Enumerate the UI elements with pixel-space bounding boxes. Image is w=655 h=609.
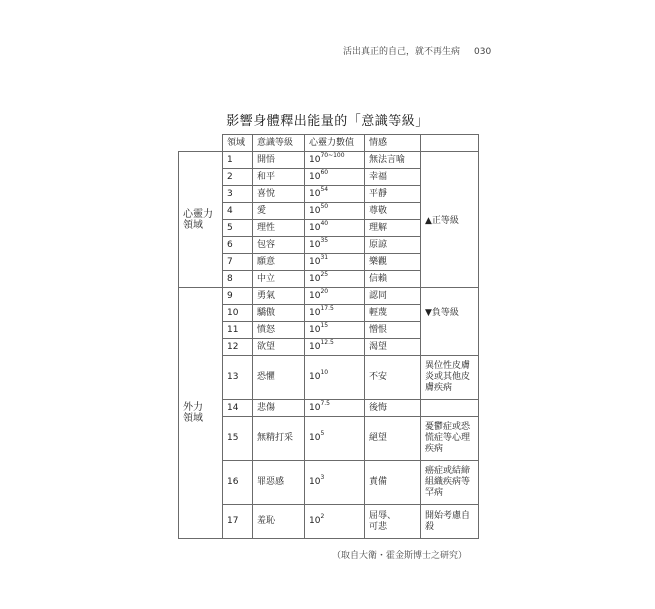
emotion: 樂觀 <box>365 254 421 271</box>
power-value <box>305 356 365 400</box>
power-base: 10 <box>309 372 321 382</box>
table-title: 影響身體釋出能量的「意識等級」 <box>226 114 429 129</box>
level-name: 羞恥 <box>253 505 305 539</box>
level-name: 和平 <box>253 169 305 186</box>
level-name: 中立 <box>253 271 305 288</box>
page-number: 030 <box>474 47 492 57</box>
disease-note: 異位性皮膚炎或其他皮膚疾病 <box>421 356 479 400</box>
power-value <box>305 254 365 271</box>
level-number: 2 <box>223 169 253 186</box>
power-base: 10 <box>309 188 321 199</box>
blank-corner <box>179 135 223 152</box>
emotion: 無法言喻 <box>365 152 421 169</box>
level-name: 憤怒 <box>253 322 305 339</box>
consciousness-levels-table <box>178 134 479 539</box>
power-value <box>305 505 365 539</box>
col-header-emotion: 情感 <box>365 135 421 152</box>
level-number: 17 <box>223 505 253 539</box>
power-base: 10 <box>309 433 321 443</box>
table-row <box>179 417 479 461</box>
disease-note-empty <box>421 400 479 417</box>
power-value <box>305 203 365 220</box>
power-exponent: 60 <box>320 168 329 176</box>
power-value <box>305 186 365 203</box>
level-number: 9 <box>223 288 253 305</box>
emotion: 幸福 <box>365 169 421 186</box>
power-value <box>305 237 365 254</box>
power-value <box>305 288 365 305</box>
emotion: 信賴 <box>365 271 421 288</box>
power-exponent: 15 <box>320 321 329 329</box>
emotion: 原諒 <box>365 237 421 254</box>
emotion: 渴望 <box>365 339 421 356</box>
negative-level-note: ▼負等級 <box>421 288 479 356</box>
level-name: 恐懼 <box>253 356 305 400</box>
power-base: 10 <box>309 516 321 526</box>
power-value <box>305 220 365 237</box>
domain-cell-spirit: 心靈力 領域 <box>179 152 223 288</box>
table-row <box>179 461 479 505</box>
col-header-level: 意識等級 <box>253 135 305 152</box>
level-number: 5 <box>223 220 253 237</box>
col-header-domain: 領域 <box>223 135 253 152</box>
level-name: 願意 <box>253 254 305 271</box>
level-number: 3 <box>223 186 253 203</box>
table-row <box>179 400 479 417</box>
table-row <box>179 152 479 169</box>
level-name: 欲望 <box>253 339 305 356</box>
power-base: 10 <box>309 239 321 250</box>
level-number: 16 <box>223 461 253 505</box>
source-note: （取自大衛・霍金斯博士之研究） <box>332 551 468 561</box>
emotion: 責備 <box>365 461 421 505</box>
level-number: 14 <box>223 400 253 417</box>
level-number: 1 <box>223 152 253 169</box>
level-number: 13 <box>223 356 253 400</box>
power-base: 10 <box>309 256 321 267</box>
emotion: 不安 <box>365 356 421 400</box>
power-exponent: 35 <box>320 236 329 244</box>
level-name: 勇氣 <box>253 288 305 305</box>
level-number: 10 <box>223 305 253 322</box>
running-header <box>343 44 492 57</box>
power-exponent: 10 <box>320 369 329 376</box>
power-value <box>305 322 365 339</box>
power-base: 10 <box>309 154 321 165</box>
level-name: 罪惡感 <box>253 461 305 505</box>
running-title: 活出真正的自己，就不再生病 <box>343 47 461 57</box>
power-exponent: 20 <box>320 287 329 295</box>
emotion: 輕蔑 <box>365 305 421 322</box>
disease-note: 憂鬱症或恐慌症等心理疾病 <box>421 417 479 461</box>
power-value <box>305 271 365 288</box>
col-header-value: 心靈力數值 <box>305 135 365 152</box>
power-exponent: 54 <box>320 185 329 193</box>
header-row <box>179 135 479 152</box>
power-base: 10 <box>309 171 321 182</box>
level-name: 愛 <box>253 203 305 220</box>
power-exponent: 12.5 <box>320 338 334 346</box>
power-exponent: 50 <box>320 202 329 210</box>
emotion: 認同 <box>365 288 421 305</box>
power-value <box>305 152 365 169</box>
power-exponent: 40 <box>320 219 329 227</box>
power-exponent: 5 <box>320 430 325 437</box>
level-name: 喜悅 <box>253 186 305 203</box>
power-exponent: 7.5 <box>320 399 330 407</box>
power-base: 10 <box>309 290 321 301</box>
power-base: 10 <box>309 402 321 413</box>
col-header-note <box>421 135 479 152</box>
emotion: 理解 <box>365 220 421 237</box>
power-value <box>305 339 365 356</box>
level-name: 悲傷 <box>253 400 305 417</box>
disease-note: 開始考慮自殺 <box>421 505 479 539</box>
power-base: 10 <box>309 477 321 487</box>
emotion: 屈辱、 可悲 <box>365 505 421 539</box>
power-base: 10 <box>309 205 321 216</box>
power-base: 10 <box>309 341 321 352</box>
positive-level-note: ▲正等級 <box>421 152 479 288</box>
emotion: 平靜 <box>365 186 421 203</box>
power-exponent: 2 <box>320 513 325 520</box>
power-value <box>305 305 365 322</box>
power-base: 10 <box>309 307 321 318</box>
level-name: 無精打采 <box>253 417 305 461</box>
level-number: 11 <box>223 322 253 339</box>
emotion: 尊敬 <box>365 203 421 220</box>
level-number: 15 <box>223 417 253 461</box>
power-value <box>305 400 365 417</box>
table-row <box>179 356 479 400</box>
emotion: 絕望 <box>365 417 421 461</box>
emotion: 後悔 <box>365 400 421 417</box>
power-base: 10 <box>309 222 321 233</box>
level-number: 6 <box>223 237 253 254</box>
level-number: 12 <box>223 339 253 356</box>
disease-note: 癌症或結締組織疾病等罕病 <box>421 461 479 505</box>
power-value <box>305 461 365 505</box>
level-number: 4 <box>223 203 253 220</box>
level-name: 驕傲 <box>253 305 305 322</box>
level-name: 理性 <box>253 220 305 237</box>
level-number: 8 <box>223 271 253 288</box>
power-value <box>305 169 365 186</box>
power-exponent: 3 <box>320 474 325 481</box>
emotion: 憎恨 <box>365 322 421 339</box>
domain-cell-force: 外力 領域 <box>179 288 223 539</box>
table-row <box>179 505 479 539</box>
level-name: 開悟 <box>253 152 305 169</box>
power-exponent: 17.5 <box>320 304 334 312</box>
power-exponent: 31 <box>320 253 329 261</box>
power-exponent: 25 <box>320 270 329 278</box>
table-row <box>179 288 479 305</box>
level-name: 包容 <box>253 237 305 254</box>
power-exponent: 70~100 <box>320 151 345 159</box>
power-base: 10 <box>309 324 321 335</box>
power-value <box>305 417 365 461</box>
power-base: 10 <box>309 273 321 284</box>
level-number: 7 <box>223 254 253 271</box>
